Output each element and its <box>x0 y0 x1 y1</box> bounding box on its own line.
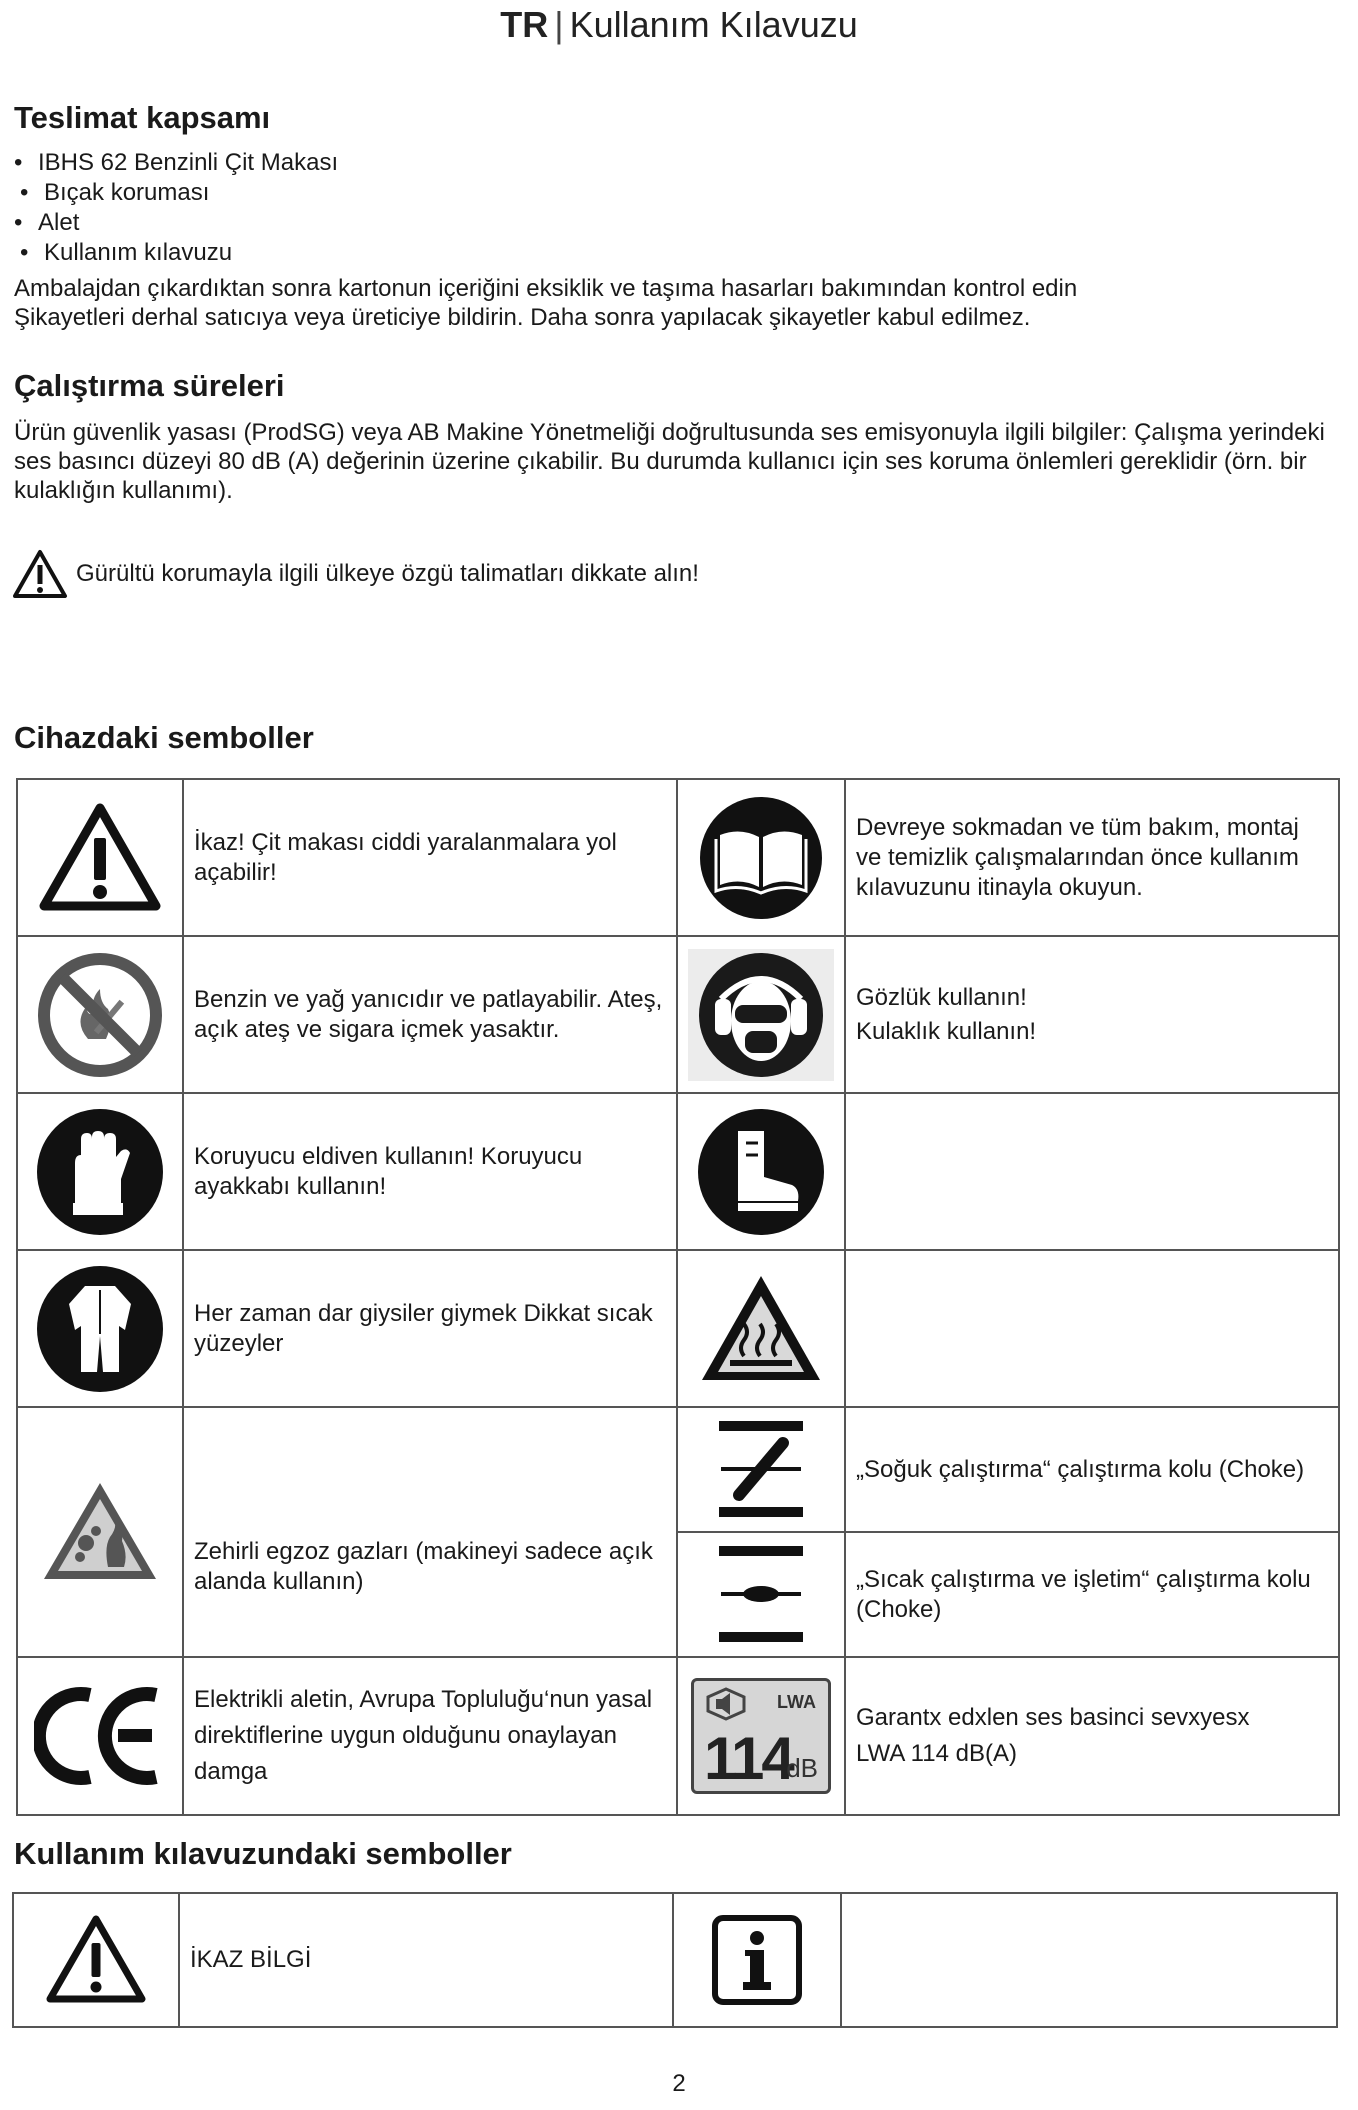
symbol-text: İkaz! Çit makası ciddi yaralanmalara yol açabilir! <box>194 828 617 886</box>
hot-surface-icon <box>696 1270 826 1388</box>
no-fire-icon <box>36 951 164 1079</box>
scope-item: • Bıçak koruması <box>14 178 338 208</box>
scope-check-text: Ambalajdan çıkardıktan sonra kartonun içeriğini eksiklik ve taşıma hasarları bakımından kontrol edin <box>14 275 1078 302</box>
symbol-text-cell <box>183 936 677 1093</box>
manual-symbols-heading: Kullanım kılavuzundaki semboller <box>14 1836 512 1871</box>
symbol-text: Her zaman dar giysiler giymek Dikkat sıcak yüzeyler <box>194 1299 653 1357</box>
scope-complaint-text: Şikayetleri derhal satıcıya veya üreticiye bildirin. Daha sonra yapılacak şikayetler kabul edilmez. <box>14 304 1031 331</box>
symbol-text-cell <box>183 779 677 936</box>
symbol-text: Elektrikli aletin, Avrupa Topluluğu‘nun yasal direktiflerine uygun olduğunu onaylayan damga <box>194 1686 653 1785</box>
toxic-fumes-icon <box>38 1477 162 1587</box>
device-symbols-table <box>16 778 1340 1816</box>
sound-power-label-icon <box>691 1678 831 1794</box>
symbol-text: „Sıcak çalıştırma ve işletim“ çalıştırma kolu (Choke) <box>856 1565 1311 1623</box>
symbol-text-cell <box>183 1657 677 1815</box>
warning-triangle-icon <box>38 802 162 914</box>
symbol-cell <box>13 1893 179 2027</box>
symbol-text: „Soğuk çalıştırma“ çalıştırma kolu (Choke) <box>856 1455 1305 1483</box>
symbol-cell <box>17 1657 183 1815</box>
page-number: 2 <box>672 2070 686 2097</box>
sound-unit: dB <box>786 1753 818 1783</box>
symbol-text: Kulaklık kullanın! <box>856 1017 1037 1045</box>
symbol-cell <box>17 936 183 1093</box>
goggles-earmuffs-icon <box>695 949 827 1081</box>
warning-triangle-icon <box>12 548 68 600</box>
symbol-text-cell <box>183 1250 677 1407</box>
symbol-text: Gözlük kullanın! <box>856 983 1027 1011</box>
header-title: Kullanım Kılavuzu <box>569 4 858 45</box>
choke-open-icon <box>711 1542 811 1648</box>
symbol-text: LWA 114 dB(A) <box>856 1740 1017 1767</box>
symbol-text-cell <box>845 1250 1339 1407</box>
symbol-cell <box>677 1532 845 1657</box>
symbol-text-cell <box>845 936 1339 1093</box>
table-row <box>17 1407 1339 1532</box>
symbol-cell <box>17 779 183 936</box>
device-symbols-heading: Cihazdaki semboller <box>14 720 314 755</box>
symbol-text-cell <box>183 1407 677 1657</box>
operation-heading: Çalıştırma süreleri <box>14 368 285 403</box>
table-row <box>17 1250 1339 1407</box>
symbol-text: Devreye sokmadan ve tüm bakım, montaj ve temizlik çalışmalarından önce kullanım kılavuzunu itinayla okuyun. <box>856 813 1299 901</box>
symbol-text-cell <box>845 1657 1339 1815</box>
symbol-text: Garantx edxlen ses basinci sevxyesx <box>856 1704 1250 1731</box>
symbol-text-cell <box>845 779 1339 936</box>
gloves-icon <box>35 1107 165 1237</box>
choke-closed-icon <box>711 1417 811 1523</box>
symbol-text-cell <box>179 1893 673 2027</box>
scope-item: • Alet <box>14 208 338 238</box>
symbol-cell <box>677 1093 845 1250</box>
language-code: TR <box>500 4 549 45</box>
boots-icon <box>696 1107 826 1237</box>
symbol-cell <box>677 1407 845 1532</box>
symbol-text: Koruyucu eldiven kullanın! Koruyucu ayakkabı kullanın! <box>194 1142 583 1200</box>
table-row <box>17 1093 1339 1250</box>
lwa-label: LWA <box>777 1692 816 1712</box>
noise-warning-text: Gürültü korumayla ilgili ülkeye özgü talimatları dikkate alın! <box>76 560 699 587</box>
read-manual-icon <box>698 795 824 921</box>
scope-heading: Teslimat kapsamı <box>14 100 271 135</box>
symbol-text-cell <box>183 1093 677 1250</box>
symbol-cell <box>677 1657 845 1815</box>
table-row <box>17 936 1339 1093</box>
operation-paragraph: Ürün güvenlik yasası (ProdSG) veya AB Makine Yönetmeliği doğrultusunda ses emisyonuyla ilgili bilgiler: Çalışma yerindeki ses basıncı düzeyi 80 dB (A) değerinin üzerine çıkabilir. Bu durumda kullanıcı için ses koruma önlemleri gereklidir (örn. bir kulaklığın kullanımı). <box>14 419 1325 504</box>
symbol-cell <box>677 936 845 1093</box>
symbol-cell <box>673 1893 841 2027</box>
header-separator: | <box>554 4 564 45</box>
symbol-text: Benzin ve yağ yanıcıdır ve patlayabilir. Ateş, açık ateş ve sigara içmek yasaktır. <box>194 985 663 1043</box>
symbol-text: Zehirli egzoz gazları (makineyi sadece açık alanda kullanın) <box>194 1538 653 1595</box>
symbol-cell <box>17 1407 183 1657</box>
scope-item: • Kullanım kılavuzu <box>14 238 338 268</box>
warning-triangle-icon <box>44 1913 148 2007</box>
page-header <box>0 4 1358 46</box>
symbol-cell <box>17 1093 183 1250</box>
ce-mark-icon <box>34 1681 166 1791</box>
table-row <box>17 1657 1339 1815</box>
symbol-text-cell <box>845 1093 1339 1250</box>
table-row <box>17 779 1339 936</box>
symbol-text-cell <box>845 1532 1339 1657</box>
info-icon <box>711 1914 803 2006</box>
noise-warning <box>12 548 699 600</box>
manual-symbols-table <box>12 1892 1338 2028</box>
speaker-icon <box>706 1687 746 1721</box>
overall-icon <box>35 1264 165 1394</box>
symbol-text-cell <box>845 1407 1339 1532</box>
table-row <box>13 1893 1337 2027</box>
sound-value: 114 <box>704 1725 792 1792</box>
symbol-cell <box>677 1250 845 1407</box>
scope-list <box>14 148 338 268</box>
symbol-text-cell <box>841 1893 1337 2027</box>
symbol-cell <box>17 1250 183 1407</box>
symbol-cell <box>677 779 845 936</box>
symbol-text: İKAZ BİLGİ <box>190 1946 312 1973</box>
scope-item: • IBHS 62 Benzinli Çit Makası <box>14 148 338 178</box>
